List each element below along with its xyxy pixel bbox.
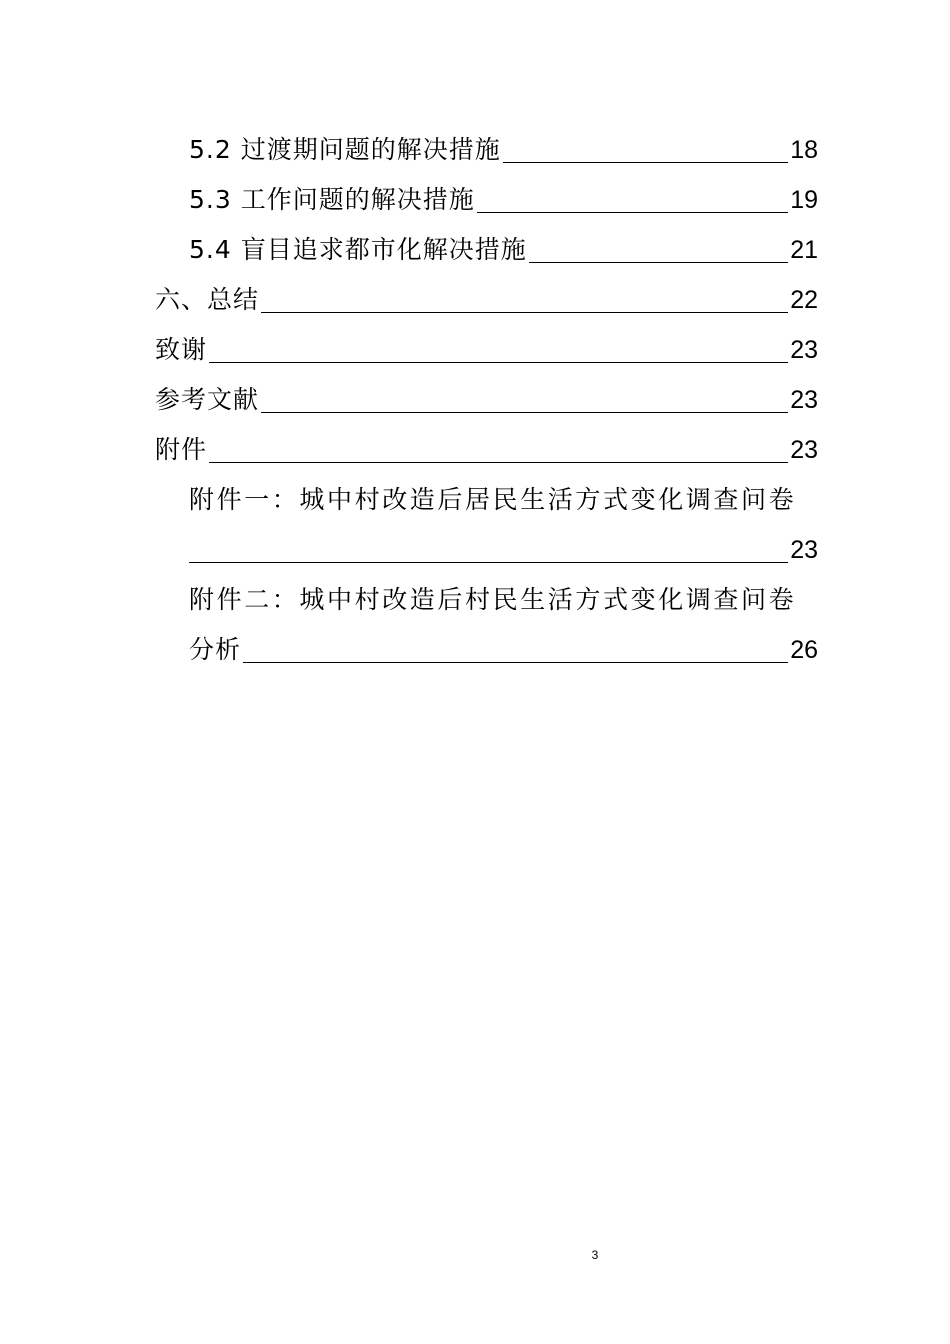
toc-entry-label: 附件一：城中村改造后居民生活方式变化调查问卷 xyxy=(189,485,797,514)
toc-entry-page: 19 xyxy=(790,186,818,214)
toc-entry-appendix-2-leader[interactable] xyxy=(155,625,818,675)
toc-entry-page: 23 xyxy=(790,536,818,564)
toc-entry-label: 5.4 盲目追求都市化解决措施 xyxy=(189,235,527,264)
table-of-contents xyxy=(155,125,818,675)
toc-entry-5-2[interactable] xyxy=(155,125,818,175)
toc-entry-references[interactable] xyxy=(155,375,818,425)
toc-leader-line xyxy=(261,312,788,313)
toc-leader-line xyxy=(261,412,788,413)
toc-entry-label: 六、总结 xyxy=(155,285,260,314)
toc-entry-label: 5.3 工作问题的解决措施 xyxy=(189,185,475,214)
toc-leader-line xyxy=(243,662,788,663)
toc-leader-line xyxy=(477,212,788,213)
toc-entry-label: 5.2 过渡期问题的解决措施 xyxy=(189,135,501,164)
toc-leader-line xyxy=(503,162,788,163)
toc-entry-acknowledgements[interactable] xyxy=(155,325,818,375)
toc-entry-label: 附件二：城中村改造后村民生活方式变化调查问卷 xyxy=(189,585,797,614)
toc-entry-label: 参考文献 xyxy=(155,385,260,414)
toc-entry-appendix-1-leader[interactable] xyxy=(155,525,818,575)
toc-entry-page: 23 xyxy=(790,436,818,464)
toc-entry-5-3[interactable] xyxy=(155,175,818,225)
page-number: 3 xyxy=(591,1248,599,1262)
toc-entry-appendix-1-title[interactable] xyxy=(155,475,818,525)
toc-leader-line xyxy=(209,362,788,363)
toc-entry-page: 22 xyxy=(790,286,818,314)
toc-entry-page: 18 xyxy=(790,136,818,164)
toc-entry-summary[interactable] xyxy=(155,275,818,325)
toc-entry-appendix[interactable] xyxy=(155,425,818,475)
toc-entry-label: 致谢 xyxy=(155,335,208,364)
toc-entry-label: 附件 xyxy=(155,435,208,464)
toc-entry-5-4[interactable] xyxy=(155,225,818,275)
toc-entry-page: 21 xyxy=(790,236,818,264)
toc-entry-appendix-2-title[interactable] xyxy=(155,575,818,625)
toc-leader-line xyxy=(529,262,788,263)
toc-leader-line xyxy=(189,562,788,563)
toc-entry-page: 23 xyxy=(790,336,818,364)
toc-entry-page: 23 xyxy=(790,386,818,414)
toc-entry-page: 26 xyxy=(790,636,818,664)
toc-leader-line xyxy=(209,462,788,463)
toc-entry-label-continued: 分析 xyxy=(189,635,242,664)
